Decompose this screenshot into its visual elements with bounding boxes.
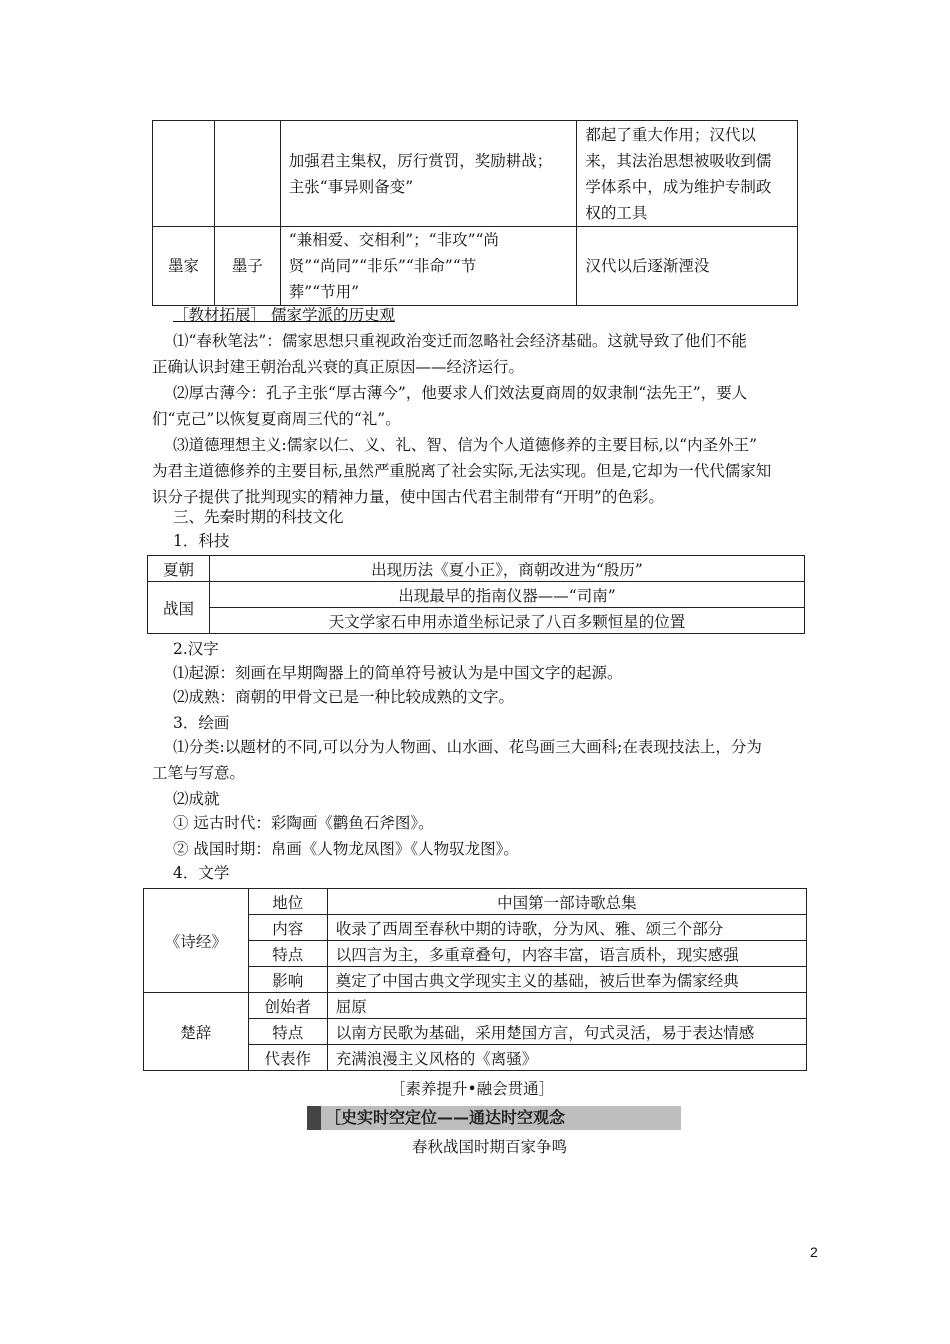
idea-line: 主张“事异则备变” — [288, 177, 414, 196]
aspect-cell: 地位 — [248, 889, 327, 915]
detail-cell: 屈原 — [327, 993, 806, 1019]
influence-cell — [577, 121, 798, 227]
paragraph: ⑴分类:以题材的不同,可以分为人物画、山水画、花鸟画三大画科;在表现技法上，分为 — [173, 738, 762, 756]
aspect-cell: 内容 — [248, 915, 327, 941]
school-table — [152, 120, 798, 306]
influence-line: 来，其法治思想被吸收到儒 — [585, 151, 772, 170]
content-cell: 出现历法《夏小正》，商朝改进为“殷历” — [209, 556, 804, 582]
detail-cell: 以南方民歌为基础，采用楚国方言，句式灵活，易于表达情感 — [327, 1019, 806, 1045]
detail-cell: 中国第一部诗歌总集 — [327, 889, 806, 915]
banner-text: 史实时空定位——通达时空观念 — [341, 1108, 566, 1127]
table-row — [153, 227, 798, 306]
paragraph: ⑴起源：刻画在早期陶器上的简单符号被认为是中国文字的起源。 — [173, 664, 623, 682]
extension-tag: ［教材拓展］ — [173, 306, 267, 324]
dynasty-cell: 夏朝 — [148, 556, 210, 582]
content-cell: 天文学家石申用赤道坐标记录了八百多颗恒星的位置 — [209, 608, 804, 634]
content-cell: 出现最早的指南仪器——“司南” — [209, 582, 804, 608]
section-heading: 三、先秦时期的科技文化 — [173, 508, 344, 526]
paragraph: 工笔与写意。 — [152, 764, 246, 782]
table-row — [148, 556, 805, 582]
paragraph: 为君主道德修养的主要目标,虽然严重脱离了社会实际,无法实现。但是,它却为一代代儒家知 — [152, 462, 772, 480]
work-cell: 楚辞 — [144, 993, 249, 1071]
table-row — [153, 121, 798, 227]
paragraph: ⑵厚古薄今：孔子主张“厚古薄今”，他要求人们效法夏商周的奴隶制“法先王”，要人 — [173, 384, 748, 402]
literature-table — [143, 888, 807, 1071]
table-row — [148, 582, 805, 608]
detail-cell: 充满浪漫主义风格的《离骚》 — [327, 1045, 806, 1071]
school-cell: 墨家 — [153, 227, 215, 306]
paragraph: ② 战国时期：帛画《人物龙凤图》《人物驭龙图》。 — [173, 840, 519, 858]
detail-cell: 以四言为主，多重章叠句，内容丰富，语言质朴，现实感强 — [327, 941, 806, 967]
banner-bar — [307, 1106, 321, 1130]
detail-cell: 收录了西周至春秋中期的诗歌，分为风、雅、颂三个部分 — [327, 915, 806, 941]
idea-cell — [280, 121, 577, 227]
paragraph: ① 远古时代：彩陶画《鹳鱼石斧图》。 — [173, 814, 434, 832]
subtitle: 春秋战国时期百家争鸣 — [412, 1138, 568, 1156]
paragraph: ⑵成熟：商朝的甲骨文已是一种比较成熟的文字。 — [173, 688, 515, 706]
table-row — [148, 608, 805, 634]
aspect-cell: 影响 — [248, 967, 327, 993]
paragraph: 们“克己”以恢复夏商周三代的“礼”。 — [152, 410, 401, 428]
paragraph: 识分子提供了批判现实的精神力量，使中国古代君主制带有“开明”的色彩。 — [152, 488, 664, 506]
influence-cell: 汉代以后逐渐湮没 — [577, 227, 798, 306]
paragraph: 正确认识封建王朝治乱兴衰的真正原因——经济运行。 — [152, 358, 525, 376]
idea-line: “兼相爱、交相利”；“非攻”“尚 — [288, 231, 499, 249]
subheading: 2.汉字 — [173, 640, 219, 658]
aspect-cell: 代表作 — [248, 1045, 327, 1071]
table-row — [144, 993, 807, 1019]
paragraph: ⑴“春秋笔法”：儒家思想只重视政治变迁而忽略社会经济基础。这就导致了他们不能 — [173, 332, 747, 350]
aspect-cell: 特点 — [248, 1019, 327, 1045]
banner-bracket: ［ — [325, 1108, 342, 1127]
aspect-cell: 特点 — [248, 941, 327, 967]
person-cell — [214, 121, 280, 227]
subheading: 3．绘画 — [173, 714, 230, 732]
influence-line: 都起了重大作用；汉代以 — [585, 125, 756, 144]
tech-table — [147, 555, 805, 634]
subheading: 1．科技 — [173, 532, 230, 550]
section-tag: ［素养提升•融会贯通］ — [390, 1080, 555, 1098]
idea-line: 葬”“节用” — [288, 283, 360, 301]
page-number: 2 — [810, 1244, 818, 1260]
subheading: 4．文学 — [173, 864, 230, 882]
school-cell — [153, 121, 215, 227]
extension-heading — [173, 302, 395, 329]
aspect-cell: 创始者 — [248, 993, 327, 1019]
paragraph: ⑶道德理想主义:儒家以仁、义、礼、智、信为个人道德修养的主要目标,以“内圣外王” — [173, 436, 758, 454]
dynasty-cell: 战国 — [148, 582, 210, 634]
idea-cell — [280, 227, 577, 306]
extension-title: 儒家学派的历史观 — [270, 306, 395, 324]
work-cell: 《诗经》 — [144, 889, 249, 993]
influence-line: 权的工具 — [585, 203, 648, 222]
person-cell: 墨子 — [214, 227, 280, 306]
influence-line: 学体系中，成为维护专制政 — [585, 177, 772, 196]
table-row — [144, 889, 807, 915]
idea-line: 贤”“尚同”“非乐”“非命”“节 — [288, 257, 477, 275]
idea-line: 加强君主集权，厉行赏罚，奖励耕战； — [288, 151, 553, 170]
detail-cell: 奠定了中国古典文学现实主义的基础，被后世奉为儒家经典 — [327, 967, 806, 993]
paragraph: ⑵成就 — [173, 790, 220, 808]
banner — [307, 1106, 681, 1130]
